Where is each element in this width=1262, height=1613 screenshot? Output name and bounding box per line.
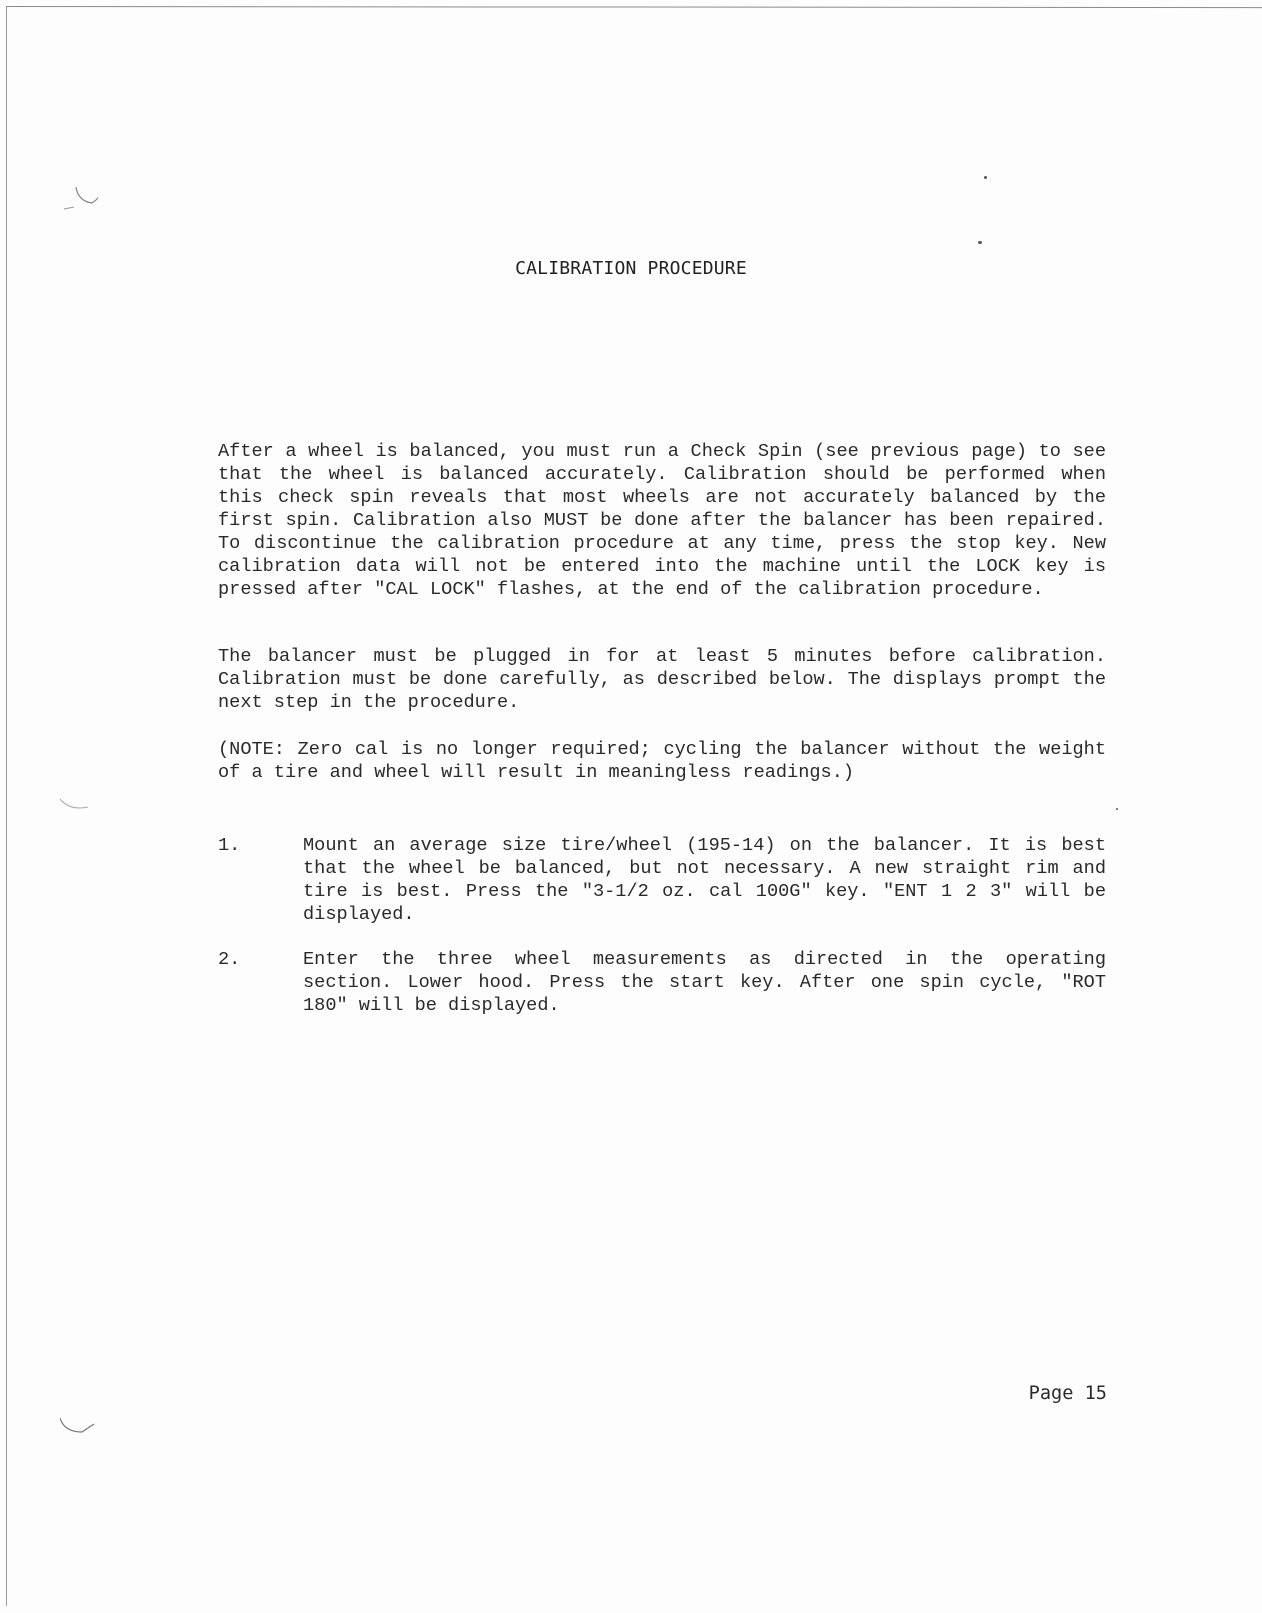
step-number: 2. [218,949,241,970]
step-text: Enter the three wheel measurements as directed in the operating section. Lower hood. Press the start key. After one spin cycle, "ROT 180" will be displayed. [303,949,1106,1016]
binder-hole-mark-icon [60,1418,96,1444]
page-number: Page 15 [1028,1383,1107,1404]
scan-speck [1116,808,1118,810]
scan-speck [984,176,987,179]
warmup-paragraph: The balancer must be plugged in for at least 5 minutes before calibration. Calibration must be done carefully, as described below. The displays prompt the next step in the procedure. [218,646,1106,713]
binder-hole-mark-icon [62,185,98,211]
note-paragraph: (NOTE: Zero cal is no longer required; cycling the balancer without the weight of a tire and wheel will result in meaningless readings.) [218,739,1106,783]
page-title: CALIBRATION PROCEDURE [515,258,747,279]
scan-speck [978,241,982,244]
paper-left-edge [6,6,7,1606]
step-text: Mount an average size tire/wheel (195-14) on the balancer. It is best that the wheel be balanced, but not necessary. A new straight rim and tire is best. Press the "3-1/2 oz. cal 100G" key. "ENT 1 2 3" will be displayed. [303,835,1106,925]
binder-hole-mark-icon [58,795,94,821]
intro-paragraph: After a wheel is balanced, you must run a Check Spin (see previous page) to see that the wheel is balanced accurately. Calibration should be performed when this check spin reveals that most wheels are not accurately balanced by the first spin. Calibration also MUST be done after the balancer has been repaired. To discontinue the calibration procedure at any time, press the stop key. New calibration data will not be entered into the machine until the LOCK key is pressed after "CAL LOCK" flashes, at the end of the calibration procedure. [218,441,1106,600]
paper-top-edge [6,6,1262,8]
step-number: 1. [218,835,241,856]
